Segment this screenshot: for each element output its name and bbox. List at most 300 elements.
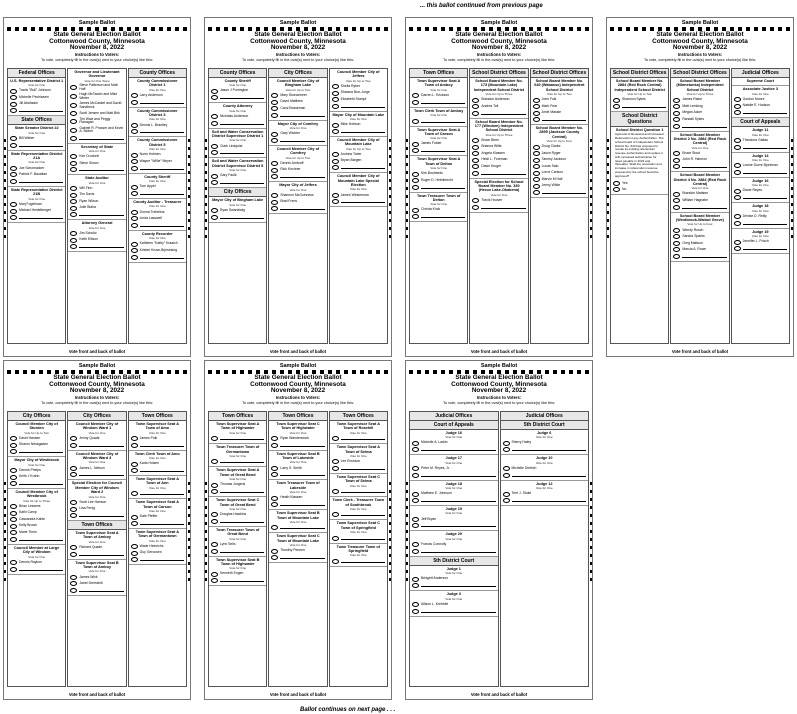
vote-oval[interactable]	[271, 496, 278, 501]
candidate-option[interactable]	[70, 102, 123, 109]
candidate-option[interactable]	[10, 102, 63, 107]
candidate-option[interactable]	[533, 164, 586, 169]
write-in-option[interactable]	[412, 498, 496, 503]
candidate-option[interactable]	[734, 214, 787, 219]
candidate-option[interactable]	[472, 164, 525, 169]
vote-oval[interactable]	[332, 165, 339, 170]
candidate-option[interactable]	[613, 98, 666, 103]
vote-oval[interactable]	[131, 191, 138, 196]
vote-oval[interactable]	[131, 153, 138, 158]
vote-oval[interactable]	[70, 513, 77, 518]
write-in-line[interactable]	[79, 444, 123, 447]
vote-oval[interactable]	[734, 170, 741, 175]
candidate-option[interactable]	[10, 172, 63, 177]
candidate-option[interactable]	[271, 466, 324, 471]
candidate-option[interactable]	[70, 127, 123, 134]
vote-oval[interactable]	[734, 138, 741, 143]
write-in-line[interactable]	[79, 213, 123, 216]
vote-oval[interactable]	[131, 100, 138, 105]
vote-oval[interactable]	[211, 572, 218, 577]
vote-oval[interactable]	[10, 475, 17, 480]
vote-oval[interactable]	[211, 95, 218, 100]
write-in-option[interactable]	[131, 443, 184, 448]
vote-oval[interactable]	[131, 93, 138, 98]
write-in-line[interactable]	[512, 474, 587, 477]
write-in-line[interactable]	[341, 467, 385, 470]
no-option[interactable]	[613, 187, 666, 192]
vote-oval[interactable]	[10, 443, 17, 448]
vote-oval[interactable]	[211, 512, 218, 517]
write-in-line[interactable]	[421, 474, 496, 477]
vote-oval[interactable]	[70, 500, 77, 505]
write-in-option[interactable]	[131, 255, 184, 260]
write-in-line[interactable]	[220, 151, 264, 154]
write-in-line[interactable]	[280, 556, 324, 559]
write-in-option[interactable]	[131, 521, 184, 526]
write-in-line[interactable]	[19, 144, 63, 147]
write-in-option[interactable]	[332, 466, 385, 471]
vote-oval[interactable]	[70, 94, 77, 99]
candidate-option[interactable]	[734, 138, 787, 143]
candidate-option[interactable]	[70, 206, 123, 211]
write-in-line[interactable]	[743, 247, 787, 250]
candidate-option[interactable]	[503, 441, 587, 446]
candidate-option[interactable]	[70, 84, 123, 91]
vote-oval[interactable]	[211, 436, 218, 441]
vote-oval[interactable]	[533, 184, 540, 189]
vote-oval[interactable]	[70, 186, 77, 191]
candidate-option[interactable]	[10, 95, 63, 100]
vote-oval[interactable]	[70, 507, 77, 512]
candidate-option[interactable]	[211, 542, 264, 547]
candidate-option[interactable]	[412, 466, 496, 471]
write-in-option[interactable]	[70, 212, 123, 217]
vote-oval[interactable]	[734, 189, 741, 194]
candidate-option[interactable]	[10, 524, 63, 529]
write-in-option[interactable]	[70, 552, 123, 557]
candidate-option[interactable]	[211, 114, 264, 119]
vote-oval[interactable]	[412, 119, 419, 124]
vote-oval[interactable]	[271, 193, 278, 198]
vote-oval[interactable]	[673, 254, 680, 259]
candidate-option[interactable]	[131, 216, 184, 221]
write-in-line[interactable]	[481, 112, 525, 115]
vote-oval[interactable]	[211, 489, 218, 494]
candidate-option[interactable]	[10, 202, 63, 207]
candidate-option[interactable]	[472, 98, 525, 103]
vote-oval[interactable]	[211, 208, 218, 213]
candidate-option[interactable]	[472, 145, 525, 150]
candidate-option[interactable]	[673, 158, 726, 163]
write-in-line[interactable]	[341, 560, 385, 563]
write-in-option[interactable]	[412, 609, 496, 614]
vote-oval[interactable]	[271, 132, 278, 137]
vote-oval[interactable]	[734, 221, 741, 226]
write-in-option[interactable]	[332, 512, 385, 517]
vote-oval[interactable]	[472, 205, 479, 210]
candidate-option[interactable]	[131, 462, 184, 467]
vote-oval[interactable]	[412, 100, 419, 105]
vote-oval[interactable]	[131, 242, 138, 247]
write-in-option[interactable]	[70, 443, 123, 448]
write-in-line[interactable]	[140, 444, 184, 447]
write-in-line[interactable]	[79, 137, 123, 140]
candidate-option[interactable]	[10, 89, 63, 94]
vote-oval[interactable]	[412, 492, 419, 497]
vote-oval[interactable]	[673, 205, 680, 210]
write-in-option[interactable]	[131, 129, 184, 134]
vote-oval[interactable]	[271, 113, 278, 118]
vote-oval[interactable]	[70, 85, 77, 90]
write-in-option[interactable]	[734, 221, 787, 226]
vote-oval[interactable]	[412, 577, 419, 582]
vote-oval[interactable]	[211, 150, 218, 155]
candidate-option[interactable]	[332, 123, 385, 128]
vote-oval[interactable]	[673, 158, 680, 163]
vote-oval[interactable]	[412, 178, 419, 183]
vote-oval[interactable]	[10, 166, 17, 171]
candidate-option[interactable]	[503, 492, 587, 497]
write-in-line[interactable]	[220, 520, 264, 523]
write-in-line[interactable]	[341, 490, 385, 493]
write-in-option[interactable]	[332, 559, 385, 564]
candidate-option[interactable]	[673, 241, 726, 246]
write-in-line[interactable]	[682, 206, 726, 209]
candidate-option[interactable]	[412, 542, 496, 547]
write-in-option[interactable]	[332, 104, 385, 109]
vote-oval[interactable]	[412, 142, 419, 147]
vote-oval[interactable]	[673, 117, 680, 122]
vote-oval[interactable]	[412, 517, 419, 522]
write-in-option[interactable]	[412, 185, 465, 190]
vote-oval[interactable]	[70, 581, 77, 586]
vote-oval[interactable]	[70, 136, 77, 141]
vote-oval[interactable]	[533, 111, 540, 116]
write-in-line[interactable]	[743, 146, 787, 149]
vote-oval[interactable]	[673, 111, 680, 116]
candidate-option[interactable]	[533, 104, 586, 109]
vote-oval[interactable]	[533, 164, 540, 169]
vote-oval[interactable]	[70, 103, 77, 108]
vote-oval[interactable]	[412, 148, 419, 153]
candidate-option[interactable]	[332, 152, 385, 157]
write-in-line[interactable]	[341, 513, 385, 516]
vote-oval[interactable]	[271, 106, 278, 111]
vote-oval[interactable]	[503, 466, 510, 471]
vote-oval[interactable]	[673, 241, 680, 246]
vote-oval[interactable]	[70, 552, 77, 557]
vote-oval[interactable]	[472, 164, 479, 169]
write-in-option[interactable]	[734, 145, 787, 150]
write-in-line[interactable]	[280, 444, 324, 447]
write-in-line[interactable]	[140, 492, 184, 495]
vote-oval[interactable]	[472, 104, 479, 109]
vote-oval[interactable]	[533, 190, 540, 195]
write-in-option[interactable]	[734, 110, 787, 115]
candidate-option[interactable]	[271, 436, 324, 441]
write-in-option[interactable]	[412, 523, 496, 528]
candidate-option[interactable]	[211, 572, 264, 577]
vote-oval[interactable]	[271, 100, 278, 105]
write-in-option[interactable]	[211, 489, 264, 494]
vote-oval[interactable]	[673, 151, 680, 156]
candidate-option[interactable]	[271, 100, 324, 105]
vote-oval[interactable]	[10, 89, 17, 94]
candidate-option[interactable]	[533, 158, 586, 163]
vote-oval[interactable]	[332, 152, 339, 157]
candidate-option[interactable]	[70, 436, 123, 441]
write-in-line[interactable]	[512, 499, 587, 502]
candidate-option[interactable]	[271, 161, 324, 166]
write-in-line[interactable]	[140, 192, 184, 195]
vote-oval[interactable]	[673, 164, 680, 169]
vote-oval[interactable]	[131, 210, 138, 215]
write-in-option[interactable]	[271, 472, 324, 477]
vote-oval[interactable]	[70, 193, 77, 198]
vote-oval[interactable]	[211, 519, 218, 524]
write-in-option[interactable]	[673, 205, 726, 210]
vote-oval[interactable]	[503, 441, 510, 446]
candidate-option[interactable]	[70, 466, 123, 471]
candidate-option[interactable]	[734, 97, 787, 102]
candidate-option[interactable]	[70, 507, 123, 512]
write-in-option[interactable]	[10, 179, 63, 184]
vote-oval[interactable]	[70, 545, 77, 550]
vote-oval[interactable]	[734, 97, 741, 102]
candidate-option[interactable]	[211, 144, 264, 149]
write-in-line[interactable]	[421, 101, 465, 104]
vote-oval[interactable]	[613, 104, 620, 109]
candidate-option[interactable]	[131, 248, 184, 253]
candidate-option[interactable]	[10, 530, 63, 535]
candidate-option[interactable]	[412, 517, 496, 522]
vote-oval[interactable]	[211, 542, 218, 547]
vote-oval[interactable]	[131, 159, 138, 164]
candidate-option[interactable]	[271, 132, 324, 137]
vote-oval[interactable]	[332, 199, 339, 204]
candidate-option[interactable]	[10, 504, 63, 509]
candidate-option[interactable]	[131, 93, 184, 98]
vote-oval[interactable]	[131, 557, 138, 562]
candidate-option[interactable]	[10, 560, 63, 565]
write-in-line[interactable]	[421, 550, 496, 553]
vote-oval[interactable]	[332, 97, 339, 102]
vote-oval[interactable]	[131, 123, 138, 128]
candidate-option[interactable]	[673, 234, 726, 239]
write-in-line[interactable]	[280, 175, 324, 178]
vote-oval[interactable]	[211, 174, 218, 179]
vote-oval[interactable]	[10, 143, 17, 148]
vote-oval[interactable]	[10, 560, 17, 565]
vote-oval[interactable]	[472, 158, 479, 163]
vote-oval[interactable]	[332, 459, 339, 464]
write-in-line[interactable]	[280, 139, 324, 142]
write-in-line[interactable]	[421, 120, 465, 123]
write-in-line[interactable]	[542, 191, 586, 194]
candidate-option[interactable]	[10, 443, 63, 448]
vote-oval[interactable]	[131, 255, 138, 260]
write-in-option[interactable]	[211, 150, 264, 155]
vote-oval[interactable]	[271, 161, 278, 166]
write-in-line[interactable]	[140, 167, 184, 170]
vote-oval[interactable]	[211, 180, 218, 185]
vote-oval[interactable]	[412, 609, 419, 614]
write-in-option[interactable]	[70, 136, 123, 141]
vote-oval[interactable]	[734, 240, 741, 245]
write-in-line[interactable]	[19, 450, 63, 453]
write-in-line[interactable]	[220, 96, 264, 99]
write-in-line[interactable]	[341, 105, 385, 108]
vote-oval[interactable]	[211, 578, 218, 583]
write-in-line[interactable]	[19, 216, 63, 219]
candidate-option[interactable]	[70, 154, 123, 159]
candidate-option[interactable]	[271, 549, 324, 554]
write-in-option[interactable]	[412, 549, 496, 554]
candidate-option[interactable]	[332, 91, 385, 96]
vote-oval[interactable]	[10, 108, 17, 113]
write-in-option[interactable]	[211, 549, 264, 554]
vote-oval[interactable]	[412, 208, 419, 213]
vote-oval[interactable]	[613, 181, 620, 186]
write-in-option[interactable]	[211, 95, 264, 100]
candidate-option[interactable]	[70, 199, 123, 204]
vote-oval[interactable]	[412, 583, 419, 588]
write-in-option[interactable]	[613, 104, 666, 109]
vote-oval[interactable]	[412, 542, 419, 547]
write-in-option[interactable]	[131, 166, 184, 171]
candidate-option[interactable]	[70, 238, 123, 243]
candidate-option[interactable]	[131, 159, 184, 164]
vote-oval[interactable]	[412, 466, 419, 471]
write-in-option[interactable]	[211, 578, 264, 583]
write-in-option[interactable]	[271, 138, 324, 143]
write-in-line[interactable]	[682, 255, 726, 258]
candidate-option[interactable]	[70, 186, 123, 191]
vote-oval[interactable]	[734, 195, 741, 200]
write-in-option[interactable]	[503, 447, 587, 452]
vote-oval[interactable]	[533, 145, 540, 150]
write-in-option[interactable]	[70, 472, 123, 477]
vote-oval[interactable]	[10, 95, 17, 100]
write-in-option[interactable]	[734, 246, 787, 251]
write-in-option[interactable]	[70, 244, 123, 249]
candidate-option[interactable]	[211, 512, 264, 517]
write-in-option[interactable]	[131, 557, 184, 562]
vote-oval[interactable]	[10, 504, 17, 509]
vote-oval[interactable]	[412, 523, 419, 528]
vote-oval[interactable]	[412, 549, 419, 554]
candidate-option[interactable]	[271, 496, 324, 501]
vote-oval[interactable]	[10, 102, 17, 107]
vote-oval[interactable]	[10, 172, 17, 177]
write-in-option[interactable]	[503, 473, 587, 478]
candidate-option[interactable]	[70, 545, 123, 550]
candidate-option[interactable]	[70, 111, 123, 116]
write-in-line[interactable]	[682, 165, 726, 168]
write-in-option[interactable]	[271, 555, 324, 560]
vote-oval[interactable]	[503, 447, 510, 452]
candidate-option[interactable]	[533, 145, 586, 150]
candidate-option[interactable]	[533, 111, 586, 116]
vote-oval[interactable]	[131, 443, 138, 448]
vote-oval[interactable]	[10, 215, 17, 220]
write-in-option[interactable]	[332, 165, 385, 170]
candidate-option[interactable]	[70, 500, 123, 505]
write-in-option[interactable]	[10, 567, 63, 572]
vote-oval[interactable]	[211, 144, 218, 149]
write-in-option[interactable]	[472, 205, 525, 210]
candidate-option[interactable]	[131, 153, 184, 158]
vote-oval[interactable]	[10, 530, 17, 535]
vote-oval[interactable]	[70, 212, 77, 217]
candidate-option[interactable]	[673, 247, 726, 252]
write-in-line[interactable]	[140, 256, 184, 259]
candidate-option[interactable]	[70, 93, 123, 100]
write-in-line[interactable]	[341, 166, 385, 169]
vote-oval[interactable]	[412, 473, 419, 478]
vote-oval[interactable]	[271, 93, 278, 98]
candidate-option[interactable]	[332, 193, 385, 198]
write-in-line[interactable]	[743, 111, 787, 114]
vote-oval[interactable]	[211, 215, 218, 220]
vote-oval[interactable]	[472, 171, 479, 176]
candidate-option[interactable]	[10, 166, 63, 171]
write-in-option[interactable]	[10, 449, 63, 454]
vote-oval[interactable]	[734, 246, 741, 251]
vote-oval[interactable]	[10, 449, 17, 454]
vote-oval[interactable]	[131, 129, 138, 134]
write-in-option[interactable]	[10, 108, 63, 113]
write-in-line[interactable]	[280, 207, 324, 210]
candidate-option[interactable]	[412, 142, 465, 147]
vote-oval[interactable]	[332, 104, 339, 109]
vote-oval[interactable]	[131, 185, 138, 190]
candidate-option[interactable]	[131, 551, 184, 556]
write-in-option[interactable]	[332, 129, 385, 134]
write-in-line[interactable]	[79, 553, 123, 556]
vote-oval[interactable]	[332, 129, 339, 134]
vote-oval[interactable]	[70, 436, 77, 441]
vote-oval[interactable]	[332, 559, 339, 564]
vote-oval[interactable]	[271, 174, 278, 179]
vote-oval[interactable]	[533, 151, 540, 156]
vote-oval[interactable]	[70, 466, 77, 471]
vote-oval[interactable]	[533, 158, 540, 163]
vote-oval[interactable]	[472, 98, 479, 103]
write-in-option[interactable]	[673, 124, 726, 129]
vote-oval[interactable]	[211, 121, 218, 126]
write-in-line[interactable]	[140, 130, 184, 133]
candidate-option[interactable]	[70, 231, 123, 236]
vote-oval[interactable]	[10, 537, 17, 542]
vote-oval[interactable]	[673, 234, 680, 239]
candidate-option[interactable]	[70, 193, 123, 198]
vote-oval[interactable]	[673, 192, 680, 197]
candidate-option[interactable]	[412, 172, 465, 177]
write-in-option[interactable]	[271, 174, 324, 179]
candidate-option[interactable]	[70, 118, 123, 125]
vote-oval[interactable]	[70, 575, 77, 580]
write-in-option[interactable]	[332, 536, 385, 541]
write-in-option[interactable]	[271, 113, 324, 118]
write-in-line[interactable]	[481, 172, 525, 175]
vote-oval[interactable]	[70, 588, 77, 593]
write-in-line[interactable]	[280, 114, 324, 117]
candidate-option[interactable]	[412, 178, 465, 183]
vote-oval[interactable]	[332, 489, 339, 494]
vote-oval[interactable]	[271, 549, 278, 554]
write-in-option[interactable]	[211, 436, 264, 441]
